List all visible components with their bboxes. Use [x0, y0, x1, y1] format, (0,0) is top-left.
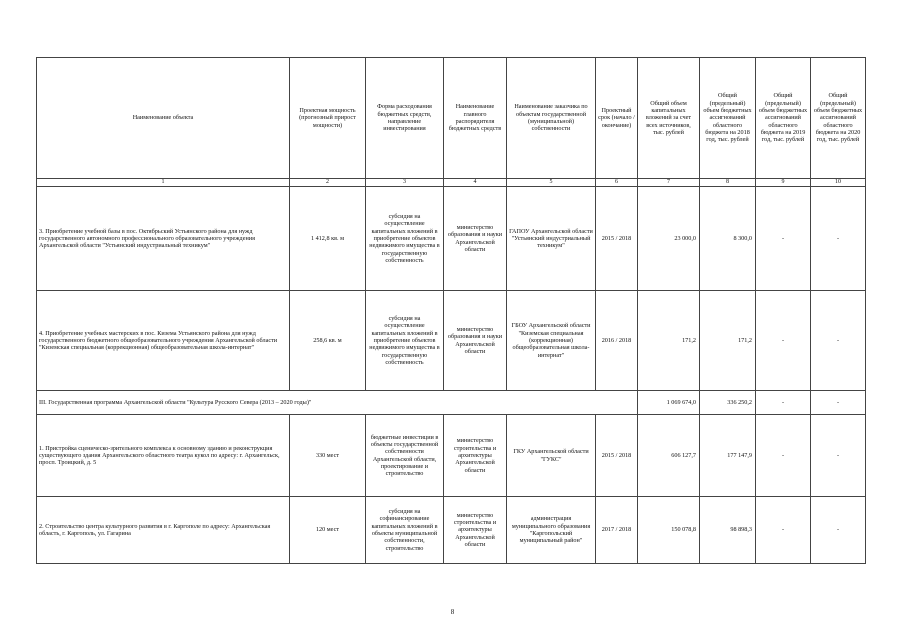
budget-manager-cell: министерство образования и науки Архангельской области	[444, 291, 507, 391]
capacity-cell: 120 мест	[290, 497, 366, 564]
column-number: 4	[444, 179, 507, 187]
section-title: III. Государственная программа Архангельской области "Культура Русского Севера (2013 – 2020 годы)"	[37, 391, 638, 415]
column-number: 8	[700, 179, 756, 187]
budget-2020-cell: -	[811, 291, 866, 391]
budget-2019-cell: -	[756, 291, 811, 391]
period-cell: 2017 / 2018	[596, 497, 638, 564]
budget-manager-cell: министерство строительства и архитектуры Архангельской области	[444, 415, 507, 497]
total-investment-cell: 23 000,0	[638, 187, 700, 291]
budget-manager-cell: министерство образования и науки Архангельской области	[444, 187, 507, 291]
budget-2020-cell: -	[811, 187, 866, 291]
spending-form-cell: бюджетные инвестиции в объекты государственной собственности Архангельской области, проектирование и строительство	[366, 415, 444, 497]
column-number: 2	[290, 179, 366, 187]
table-row	[37, 497, 866, 564]
table-row	[37, 187, 866, 291]
customer-cell: ГАПОУ Архангельской области "Устьянский индустриальный техникум"	[507, 187, 596, 291]
section-2020-cell: -	[811, 391, 866, 415]
budget-2019-cell: -	[756, 187, 811, 291]
period-cell: 2015 / 2018	[596, 187, 638, 291]
header-customer: Наименование заказчика по объектам государственной (муниципальной) собственности	[507, 58, 596, 179]
column-number-row	[37, 179, 866, 187]
header-budget-2020: Общий (предельный) объем бюджетных ассигнований областного бюджета на 2020 год, тыс. рублей	[811, 58, 866, 179]
column-number: 7	[638, 179, 700, 187]
capacity-cell: 1 412,8 кв. м	[290, 187, 366, 291]
header-total-investment: Общий объем капитальных вложений за счет всех источников, тыс. рублей	[638, 58, 700, 179]
total-investment-cell: 150 078,8	[638, 497, 700, 564]
spending-form-cell: субсидия на осуществление капитальных вложений в приобретение объектов недвижимого имущества в государственную собственность	[366, 187, 444, 291]
header-object-name: Наименование объекта	[37, 58, 290, 179]
section-2018-cell: 336 250,2	[700, 391, 756, 415]
customer-cell: администрация муниципального образования "Каргопольский муниципальный район"	[507, 497, 596, 564]
capital-investments-table	[36, 57, 866, 564]
total-investment-cell: 171,2	[638, 291, 700, 391]
column-number: 9	[756, 179, 811, 187]
object-name-cell: 4. Приобретение учебных мастерских в пос. Кизема Устьянского района для нужд государственного бюджетного общеобразовательного учреждения Архангельской области "Киземская специальная (коррекционная) общеобразовательная школа-интернат"	[37, 291, 290, 391]
section-2019-cell: -	[756, 391, 811, 415]
column-number: 10	[811, 179, 866, 187]
budget-2018-cell: 177 147,9	[700, 415, 756, 497]
capacity-cell: 330 мест	[290, 415, 366, 497]
object-name-cell: 1. Пристройка сценическо-зрительного комплекса к основному зданию и реконструкция существующего здания Архангельского областного театра кукол по адресу: г. Архангельск, просп. Троицкий, д. 5	[37, 415, 290, 497]
column-number: 1	[37, 179, 290, 187]
budget-2018-cell: 98 898,3	[700, 497, 756, 564]
budget-2018-cell: 171,2	[700, 291, 756, 391]
header-period: Проектный срок (начало / окончание)	[596, 58, 638, 179]
page-number: 8	[450, 608, 455, 616]
header-spending-form: Форма расходования бюджетных средств, направление инвестирования	[366, 58, 444, 179]
spending-form-cell: субсидия на осуществление капитальных вложений в приобретение объектов недвижимого имущества в государственную собственность	[366, 291, 444, 391]
customer-cell: ГКУ Архангельской области "ГУКС"	[507, 415, 596, 497]
header-capacity: Проектная мощность (прогнозный прирост мощности)	[290, 58, 366, 179]
period-cell: 2015 / 2018	[596, 415, 638, 497]
header-budget-2018: Общий (предельный) объем бюджетных ассигнований областного бюджета на 2018 год, тыс. рублей	[700, 58, 756, 179]
section-row	[37, 391, 866, 415]
period-cell: 2016 / 2018	[596, 291, 638, 391]
table-row	[37, 291, 866, 391]
column-number: 6	[596, 179, 638, 187]
column-number: 5	[507, 179, 596, 187]
section-total-cell: 1 069 674,0	[638, 391, 700, 415]
object-name-cell: 3. Приобретение учебной базы в пос. Октябрьский Устьянского района для нужд государственного автономного профессионального образовательного учреждения Архангельской области "Устьянский индустриальный техникум"	[37, 187, 290, 291]
total-investment-cell: 606 127,7	[638, 415, 700, 497]
budget-2020-cell: -	[811, 415, 866, 497]
capacity-cell: 258,6 кв. м	[290, 291, 366, 391]
budget-2019-cell: -	[756, 415, 811, 497]
header-budget-2019: Общий (предельный) объем бюджетных ассигнований областного бюджета на 2019 год, тыс. рублей	[756, 58, 811, 179]
budget-manager-cell: министерство строительства и архитектуры Архангельской области	[444, 497, 507, 564]
column-number: 3	[366, 179, 444, 187]
budget-2018-cell: 8 300,0	[700, 187, 756, 291]
header-budget-manager: Наименование главного распорядителя бюджетных средств	[444, 58, 507, 179]
budget-2019-cell: -	[756, 497, 811, 564]
budget-2020-cell: -	[811, 497, 866, 564]
object-name-cell: 2. Строительство центра культурного развития в г. Каргополе по адресу: Архангельская область, г. Каргополь, ул. Гагарина	[37, 497, 290, 564]
spending-form-cell: субсидия на софинансирование капитальных вложений в объекты муниципальной собственности, строительство	[366, 497, 444, 564]
table-header-row	[37, 58, 866, 179]
customer-cell: ГБОУ Архангельской области "Киземская специальная (коррекционная) общеобразовательная школа-интернат"	[507, 291, 596, 391]
table-row	[37, 415, 866, 497]
